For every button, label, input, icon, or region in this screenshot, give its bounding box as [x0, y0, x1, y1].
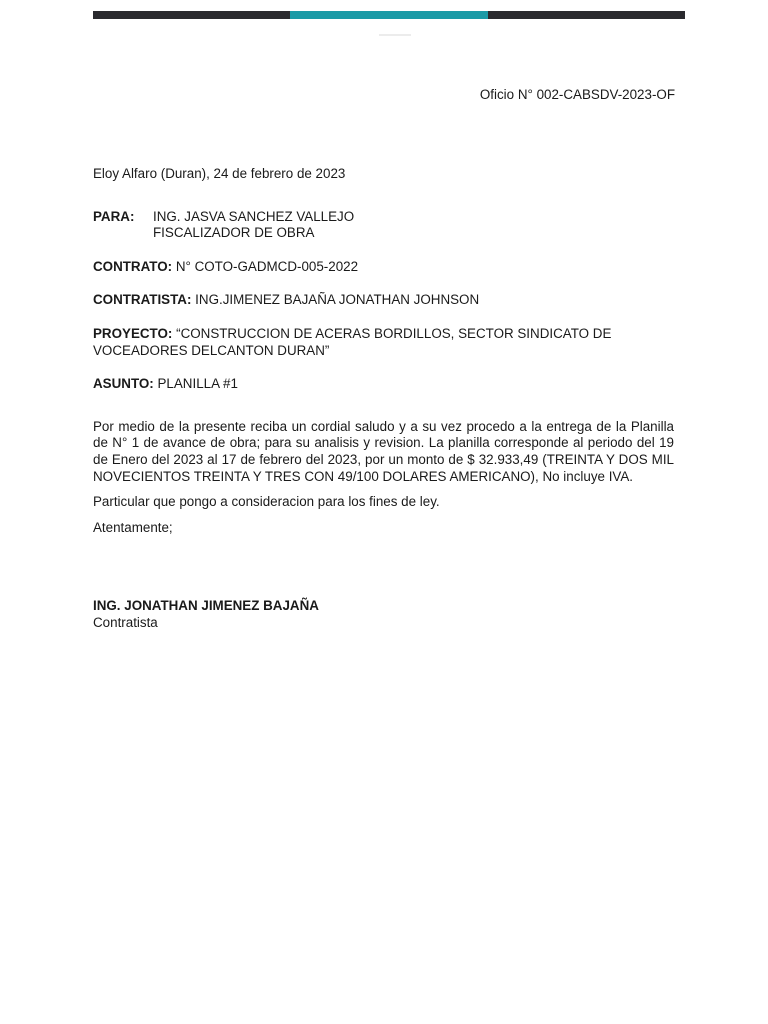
- recipient-block: [93, 209, 674, 242]
- oficio-number: Oficio N° 002-CABSDV-2023-OF: [479, 87, 675, 102]
- letter-main-paragraph: Por medio de la presente reciba un cordial saludo y a su vez procedo a la entrega de la Planilla de N° 1 de avance de obra; para su analisis y revision. La planilla corresponde al periodo del 19 de Enero del 2023 al 17 de febrero del 2023, por un monto de $ 32.933,49 (TREINTA Y DOS MIL NOVECIENTOS TREINTA Y TRES CON 49/100 DOLARES AMERICANO), No incluye IVA.: [93, 418, 674, 484]
- recipient-label: PARA:: [93, 208, 135, 224]
- contractor-value: ING.JIMENEZ BAJAÑA JONATHAN JOHNSON: [195, 292, 480, 308]
- subject-field: [93, 376, 674, 393]
- subject-value: PLANILLA #1: [157, 376, 238, 392]
- contractor-label: CONTRATISTA:: [93, 292, 192, 308]
- project-value: “CONSTRUCCION DE ACERAS BORDILLOS, SECTOR SINDICATO DE VOCEADORES DELCANTON DURAN”: [93, 325, 612, 358]
- recipient-title: FISCALIZADOR DE OBRA: [153, 225, 315, 241]
- closing-sentence: Particular que pongo a consideracion para los fines de ley.: [93, 494, 440, 510]
- header-bar-middle-segment: [290, 11, 487, 19]
- signatory-role: Contratista: [93, 614, 158, 630]
- project-field: [93, 326, 674, 359]
- project-label: PROYECTO:: [93, 325, 173, 341]
- contractor-field: [93, 292, 674, 309]
- contract-field: [93, 259, 674, 276]
- header-bar-left-segment: [93, 11, 290, 19]
- subject-label: ASUNTO:: [93, 376, 154, 392]
- contract-value: N° COTO-GADMCD-005-2022: [175, 258, 359, 274]
- header-bar-right-segment: [488, 11, 685, 19]
- sign-off: Atentamente;: [93, 519, 173, 535]
- signatory-name: ING. JONATHAN JIMENEZ BAJAÑA: [93, 598, 319, 614]
- place-and-date: Eloy Alfaro (Duran), 24 de febrero de 2023: [93, 166, 346, 181]
- header-faint-mark: [379, 34, 411, 36]
- recipient-name: ING. JASVA SANCHEZ VALLEJO: [153, 208, 355, 224]
- letter-body: [93, 166, 674, 632]
- header-color-bar: [93, 11, 685, 19]
- contract-label: CONTRATO:: [93, 258, 173, 274]
